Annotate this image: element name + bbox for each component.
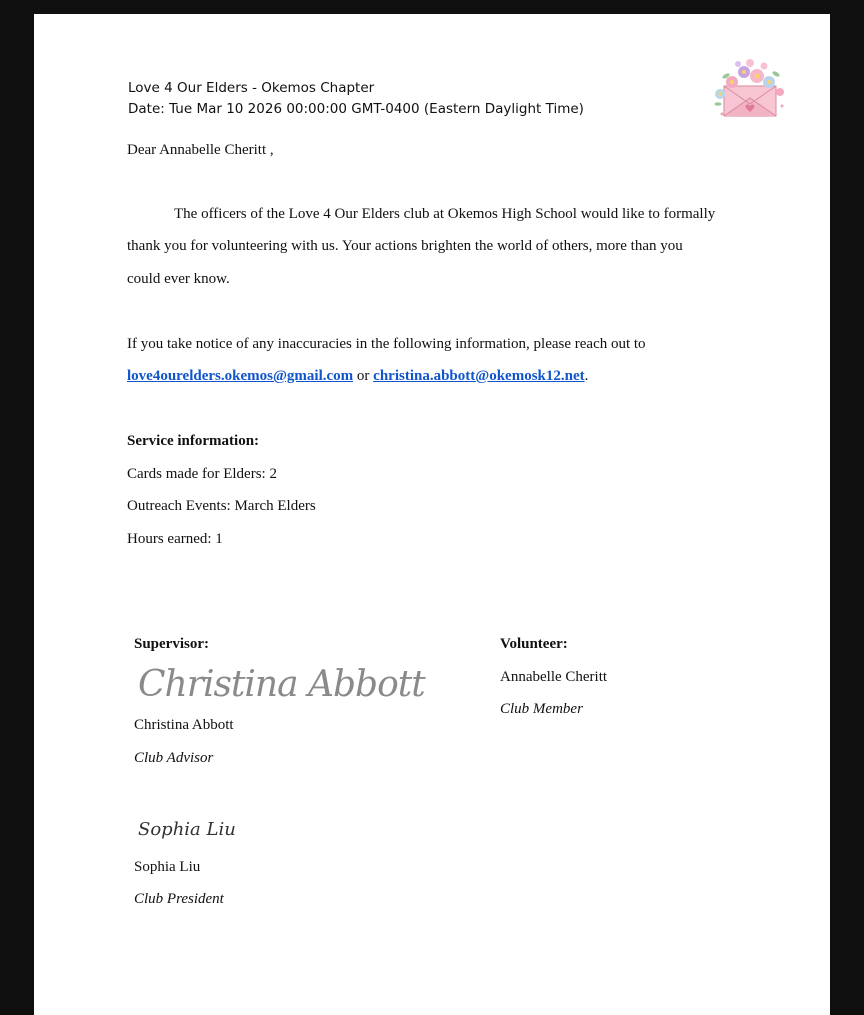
letter-page bbox=[34, 14, 830, 1015]
paragraph-line: The officers of the Love 4 Our Elders club at Okemos High School would like to formally bbox=[174, 206, 716, 222]
letter-date: Date: Tue Mar 10 2026 00:00:00 GMT-0400 (Eastern Daylight Time) bbox=[128, 101, 584, 117]
volunteer-name: Annabelle Cheritt bbox=[500, 669, 608, 685]
flower-envelope-icon bbox=[710, 56, 790, 124]
president-role: Club President bbox=[134, 891, 224, 907]
contact-instructions: If you take notice of any inaccuracies in the following information, please reach out to bbox=[127, 336, 646, 352]
paragraph-line: could ever know. bbox=[127, 271, 230, 287]
volunteer-heading: Volunteer: bbox=[500, 636, 568, 652]
advisor-signature: Christina Abbott bbox=[138, 664, 425, 705]
volunteer-role: Club Member bbox=[500, 701, 583, 717]
service-heading: Service information: bbox=[127, 433, 260, 449]
club-email-link[interactable]: love4ourelders.okemos@gmail.com bbox=[127, 368, 354, 384]
outreach-events: Outreach Events: March Elders bbox=[127, 498, 316, 514]
cards-made: Cards made for Elders: 2 bbox=[127, 466, 277, 482]
hours-earned: Hours earned: 1 bbox=[127, 531, 223, 547]
period-text: . bbox=[584, 368, 589, 384]
president-name: Sophia Liu bbox=[134, 859, 201, 875]
supervisor-heading: Supervisor: bbox=[134, 636, 209, 652]
or-text: or bbox=[353, 368, 374, 384]
president-signature: Sophia Liu bbox=[138, 819, 236, 840]
advisor-email-link[interactable]: christina.abbott@okemosk12.net bbox=[373, 368, 585, 384]
paragraph-line: thank you for volunteering with us. Your actions brighten the world of others, more than you bbox=[127, 238, 683, 254]
advisor-role: Club Advisor bbox=[134, 750, 214, 766]
org-title: Love 4 Our Elders - Okemos Chapter bbox=[128, 80, 375, 96]
greeting: Dear Annabelle Cheritt , bbox=[127, 142, 274, 158]
advisor-name: Christina Abbott bbox=[134, 717, 234, 733]
contact-line bbox=[127, 368, 588, 385]
